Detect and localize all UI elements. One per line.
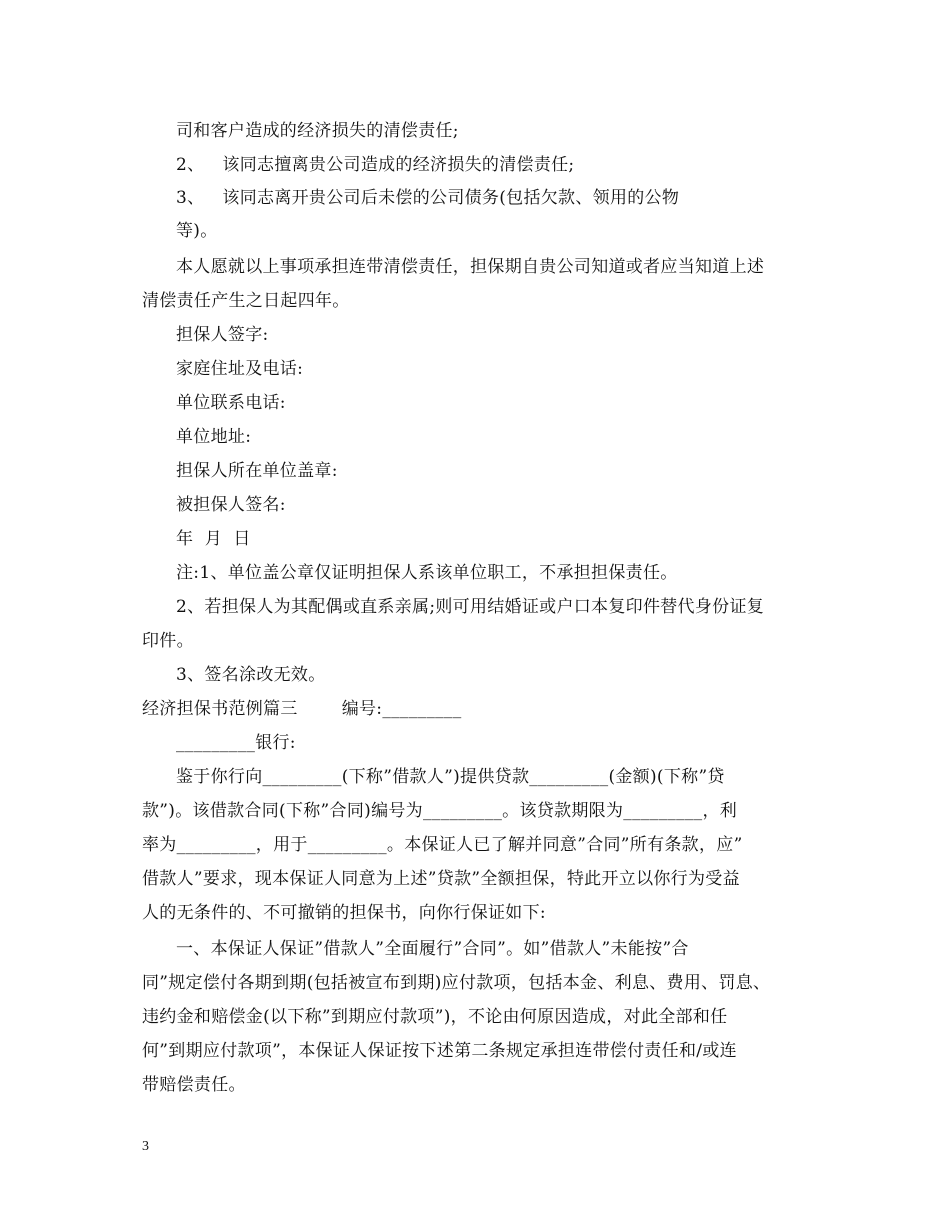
bank-addressee: _________银行: — [176, 733, 296, 753]
list-text: 该同志擅离贵公司造成的经济损失的清偿责任; — [222, 155, 575, 175]
work-phone-label: 单位联系电话: — [176, 393, 286, 413]
note-line: 注:1、单位盖公章仅证明担保人系该单位职工，不承担担保责任。 — [176, 563, 678, 583]
paragraph-line: 清偿责任产生之日起四年。 — [142, 291, 350, 311]
note-line: 印件。 — [142, 631, 194, 651]
list-number: 2、 — [176, 155, 205, 175]
list-item — [176, 154, 574, 176]
paragraph-line: 一、本保证人保证”借款人”全面履行”合同”。如”借款人”未能按”合 — [176, 939, 689, 959]
list-text: 该同志离开贵公司后未偿的公司债务(包括欠款、领用的公物 — [222, 188, 680, 208]
paragraph-line: 率为_________，用于_________。本保证人已了解并同意”合同”所有条款，应” — [142, 835, 743, 855]
paragraph-line: 带赔偿责任。 — [142, 1075, 246, 1095]
paragraph-line: 鉴于你行向_________(下称”借款人”)提供贷款_________(金额)(下称”贷 — [176, 767, 725, 787]
unit-seal-label: 担保人所在单位盖章: — [176, 461, 338, 481]
paragraph-line: 同”规定偿付各期到期(包括被宣布到期)应付款项，包括本金、利息、费用、罚息、 — [142, 973, 771, 993]
text-line: 司和客户造成的经济损失的清偿责任; — [176, 121, 459, 141]
guarantor-signature-label: 担保人签字: — [176, 325, 269, 345]
paragraph-line: 借款人”要求，现本保证人同意为上述”贷款”全额担保，特此开立以你行为受益 — [142, 869, 740, 889]
paragraph-line: 款”)。该借款合同(下称”合同)编号为_________。该贷款期限为_________，利 — [142, 801, 738, 821]
paragraph-line: 人的无条件的、不可撤销的担保书，向你行保证如下: — [142, 903, 546, 923]
section-title: 经济担保书范例篇三 — [142, 699, 298, 719]
guaranteed-signature-label: 被担保人签名: — [176, 495, 286, 515]
note-line: 2、若担保人为其配偶或直系亲属;则可用结婚证或户口本复印件替代身份证复 — [176, 597, 765, 617]
list-number: 3、 — [176, 188, 205, 208]
paragraph-line: 本人愿就以上事项承担连带清偿责任，担保期自贵公司知道或者应当知道上述 — [176, 257, 765, 277]
list-item — [176, 187, 679, 209]
home-address-label: 家庭住址及电话: — [176, 359, 304, 379]
serial-number-field: 编号:_________ — [341, 699, 462, 719]
work-address-label: 单位地址: — [176, 427, 252, 447]
note-line: 3、签名涂改无效。 — [176, 665, 326, 685]
section-heading-row — [142, 698, 462, 720]
text-line: 等)。 — [176, 221, 218, 241]
date-label: 年 月 日 — [176, 529, 251, 549]
paragraph-line: 违约金和赔偿金(以下称”到期应付款项”)，不论由何原因造成，对此全部和任 — [142, 1007, 728, 1027]
paragraph-line: 何”到期应付款项”，本保证人保证按下述第二条规定承担连带偿付责任和/或连 — [142, 1041, 737, 1061]
page-number: 3 — [142, 1139, 149, 1154]
